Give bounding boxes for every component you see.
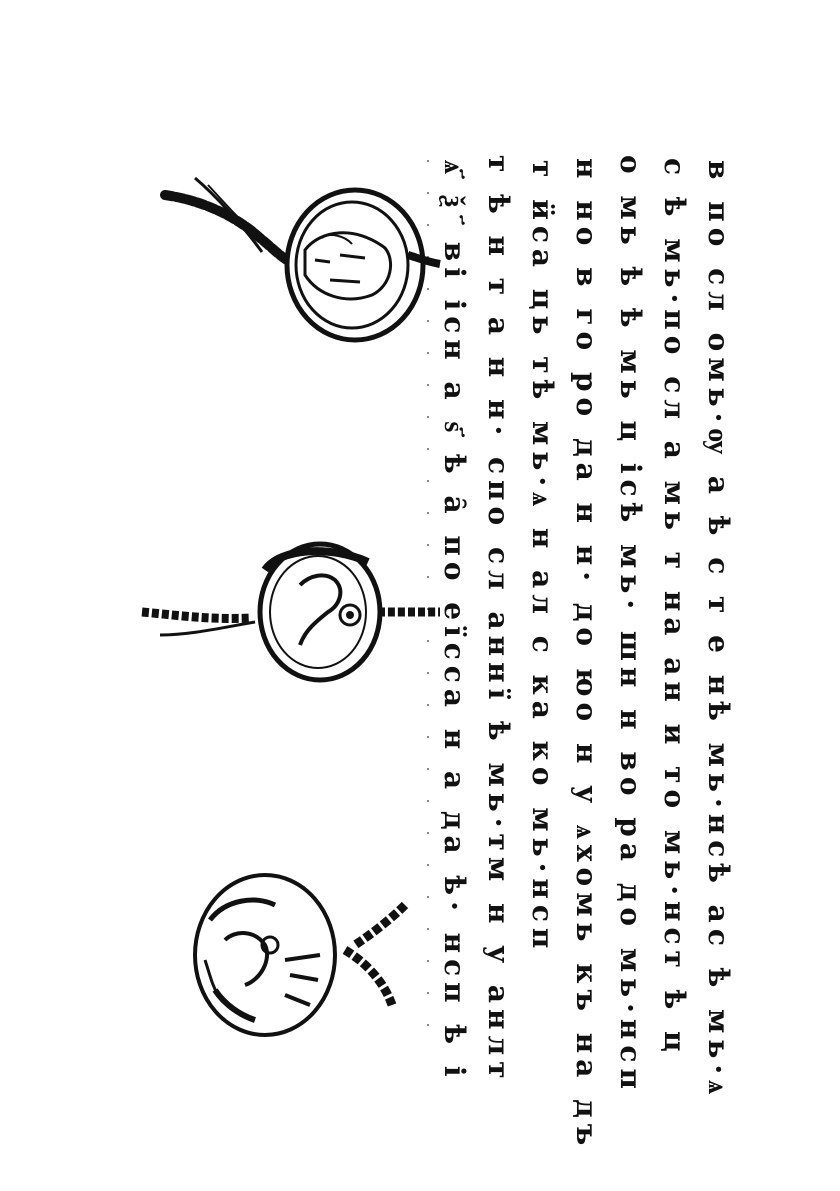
text-line: в по сл омь·ѹ а ѣ с т е нѣ мь·нсѣ ас ѣ мь·ѧ	[702, 160, 735, 1101]
text-line: т ѣ н т а н н· спо сл аннї ѣ мь·тм н у анлт	[482, 155, 515, 1085]
text-line: т ӥса ць тѣ мь·ѧ н ал с ка ко мь·нсп	[526, 160, 559, 955]
text-line: с ѣ мь·по сл а мь т на ан и то мь·нст ѣ ц	[658, 158, 691, 1058]
text-line: ѧ҃ ѯ ҃ ві існ а ѕ҃ ѣ а̑ по еїсса н а да ѣ· нсп ѣ і	[438, 160, 471, 1083]
text-line: н но в го ро да н н· до юо н у ѧхомь къ на дъ	[570, 158, 603, 1152]
text-line: о мь ѣ ѣ мь ц ісѣ мь· шн н во ра до мь·нсп	[614, 155, 647, 1095]
